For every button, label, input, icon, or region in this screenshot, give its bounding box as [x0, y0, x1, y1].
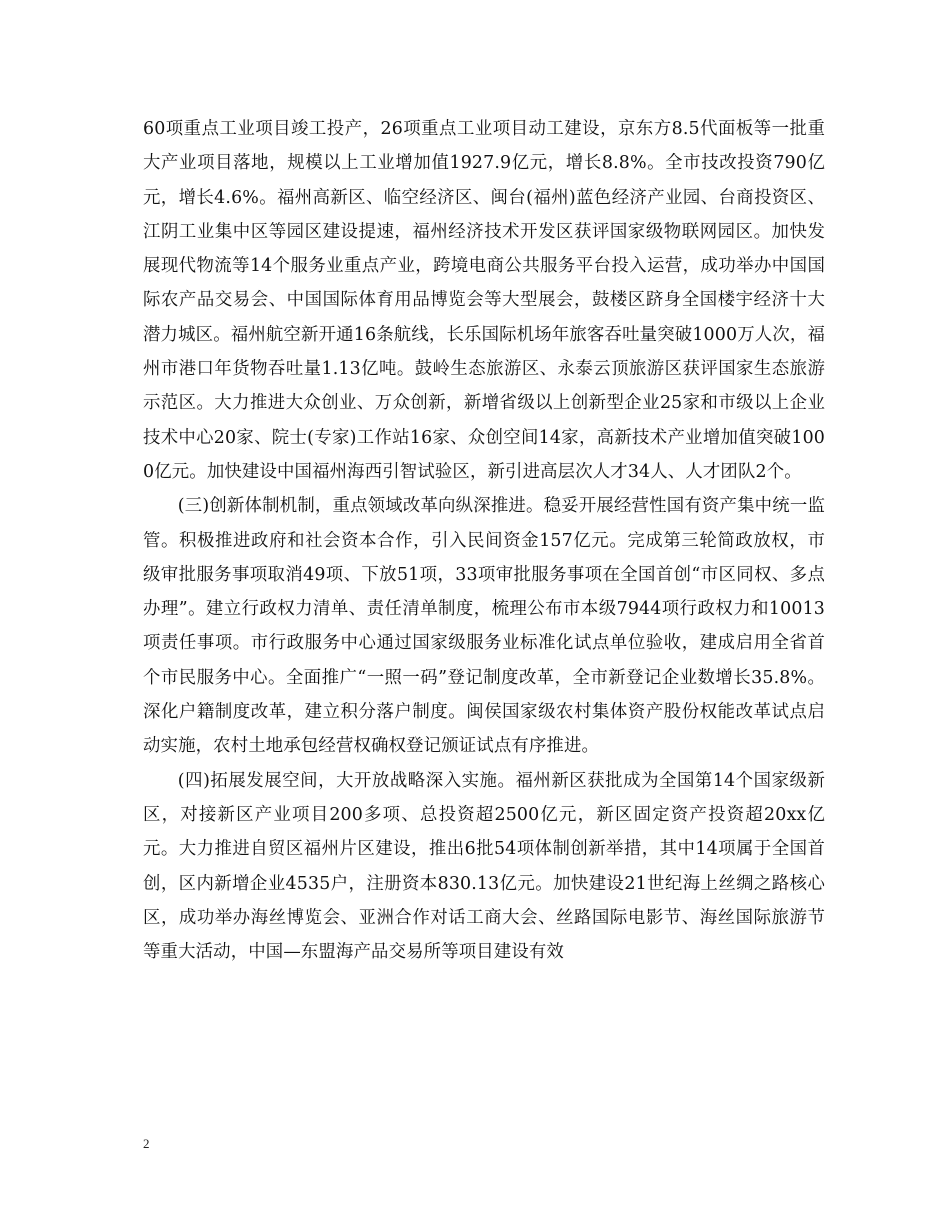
page-number: 2 [143, 1136, 150, 1151]
paragraph-institutional-reform: (三)创新体制机制，重点领域改革向纵深推进。稳妥开展经营性国有资产集中统一监管。积极推进政府和社会资本合作，引入民间资金157亿元。完成第三轮简政放权，市级审批服务事项取消49项、下放51项，33项审批服务事项在全国首创“市区同权、多点办理”。建立行政权力清单、责任清单制度，梳理公布市本级7944项行政权力和10013项责任事项。市行政服务中心通过国家级服务业标准化试点单位验收，建成启用全省首个市民服务中心。全面推广“一照一码”登记制度改革，全市新登记企业数增长35.8%。深化户籍制度改革，建立积分落户制度。闽侯国家级农村集体资产股份权能改革试点启动实施，农村土地承包经营权确权登记颁证试点有序推进。 [143, 496, 825, 757]
document-body [143, 112, 825, 969]
paragraph-industry-development: 60项重点工业项目竣工投产，26项重点工业项目动工建设，京东方8.5代面板等一批重大产业项目落地，规模以上工业增加值1927.9亿元，增长8.8%。全市技改投资790亿元，增长4.6%。福州高新区、临空经济区、闽台(福州)蓝色经济产业园、台商投资区、江阴工业集中区等园区建设提速，福州经济技术开发区获评国家级物联网园区。加快发展现代物流等14个服务业重点产业，跨境电商公共服务平台投入运营，成功举办中国国际农产品交易会、中国国际体育用品博览会等大型展会，鼓楼区跻身全国楼宇经济十大潜力城区。福州航空新开通16条航线，长乐国际机场年旅客吞吐量突破1000万人次，福州市港口年货物吞吐量1.13亿吨。鼓岭生态旅游区、永泰云顶旅游区获评国家生态旅游示范区。大力推进大众创业、万众创新，新增省级以上创新型企业25家和市级以上企业技术中心20家、院士(专家)工作站16家、众创空间14家，高新技术产业增加值突破1000亿元。加快建设中国福州海西引智试验区，新引进高层次人才34人、人才团队2个。 [143, 119, 825, 482]
paragraph-opening-up-strategy: (四)拓展发展空间，大开放战略深入实施。福州新区获批成为全国第14个国家级新区，对接新区产业项目200多项、总投资超2500亿元，新区固定资产投资超20xx亿元。大力推进自贸区福州片区建设，推出6批54项体制创新举措，其中14项属于全国首创，区内新增企业4535户，注册资本830.13亿元。加快建设21世纪海上丝绸之路核心区，成功举办海丝博览会、亚洲合作对话工商大会、丝路国际电影节、海丝国际旅游节等重大活动，中国—东盟海产品交易所等项目建设有效 [143, 770, 825, 963]
